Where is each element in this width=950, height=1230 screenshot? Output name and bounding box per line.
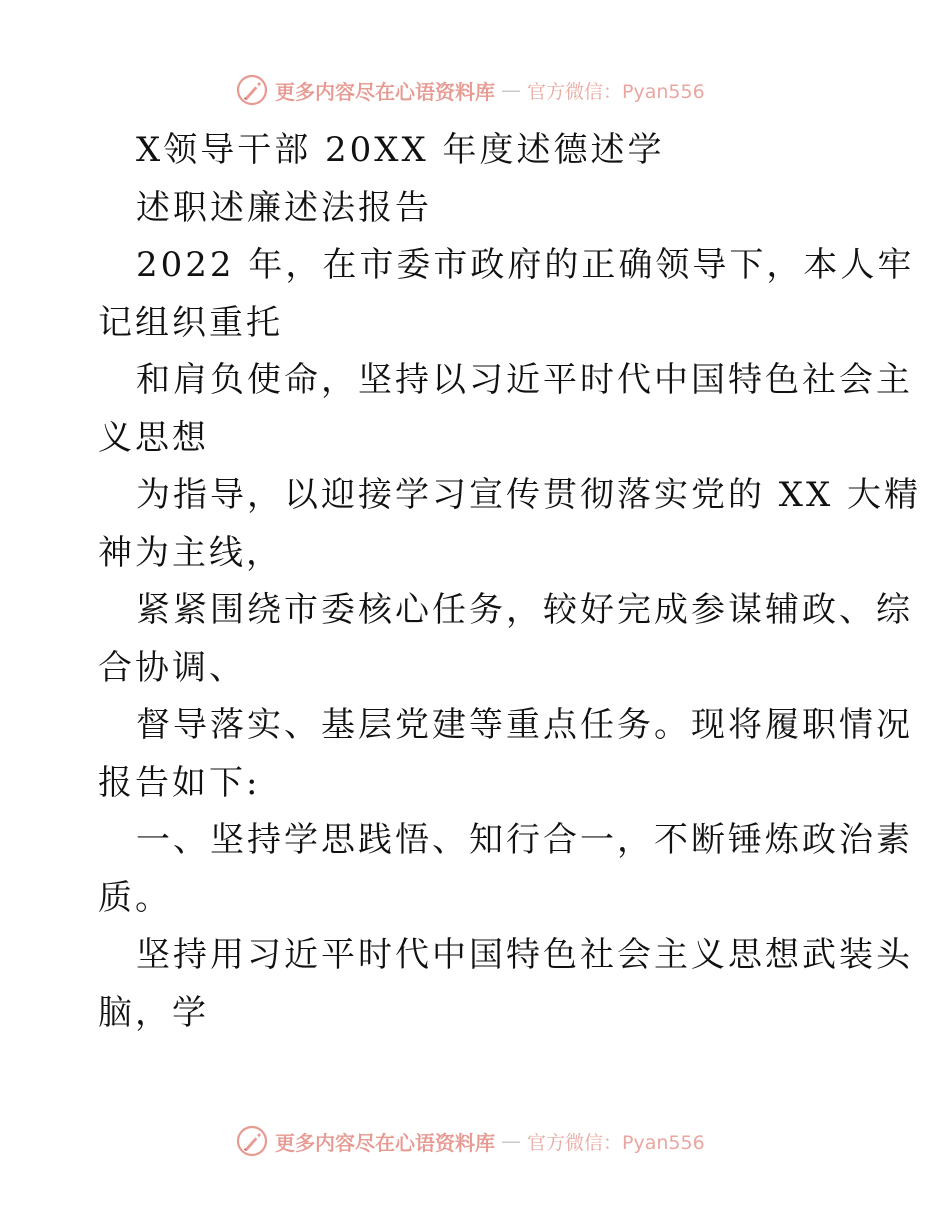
text-line: 神为主线，: [98, 532, 283, 573]
watermark-separator: —: [501, 78, 521, 102]
section-heading-cont: 质。: [98, 877, 172, 918]
text-line: 义思想: [98, 417, 209, 458]
title-line-1: X领导干部 20XX 年度述德述学: [136, 130, 665, 170]
title-line-2: 述职述廉述法报告: [136, 187, 432, 228]
watermark-brand: 更多内容尽在心语资料库: [275, 1130, 495, 1155]
section-heading: 一、坚持学思践悟、知行合一，不断锤炼政治素: [136, 820, 913, 860]
header-watermark: [235, 72, 755, 108]
text-line: 报告如下:: [98, 762, 261, 803]
text-line: 紧紧围绕市委核心任务，较好完成参谋辅政、综: [136, 590, 913, 630]
text-line: 脑，学: [98, 992, 209, 1033]
document-body: [98, 122, 922, 1042]
text-line: 合协调、: [98, 647, 246, 688]
text-line: 和肩负使命，坚持以习近平时代中国特色社会主: [136, 360, 913, 400]
watermark-contact: 官方微信：Pyan556: [527, 80, 705, 103]
watermark-separator: —: [501, 1129, 521, 1153]
text-line: 为指导，以迎接学习宣传贯彻落实党的 XX 大精: [136, 475, 922, 515]
watermark-brand: 更多内容尽在心语资料库: [275, 79, 495, 104]
text-line: 2022 年，在市委市政府的正确领导下，本人牢: [136, 245, 915, 285]
watermark-contact: 官方微信：Pyan556: [527, 1131, 705, 1154]
quill-pen-circle-icon: [235, 73, 269, 107]
quill-pen-circle-icon: [235, 1124, 269, 1158]
footer-watermark: [235, 1123, 755, 1159]
text-line: 记组织重托: [98, 302, 283, 343]
text-line: 坚持用习近平时代中国特色社会主义思想武装头: [136, 935, 913, 975]
text-line: 督导落实、基层党建等重点任务。现将履职情况: [136, 705, 913, 745]
